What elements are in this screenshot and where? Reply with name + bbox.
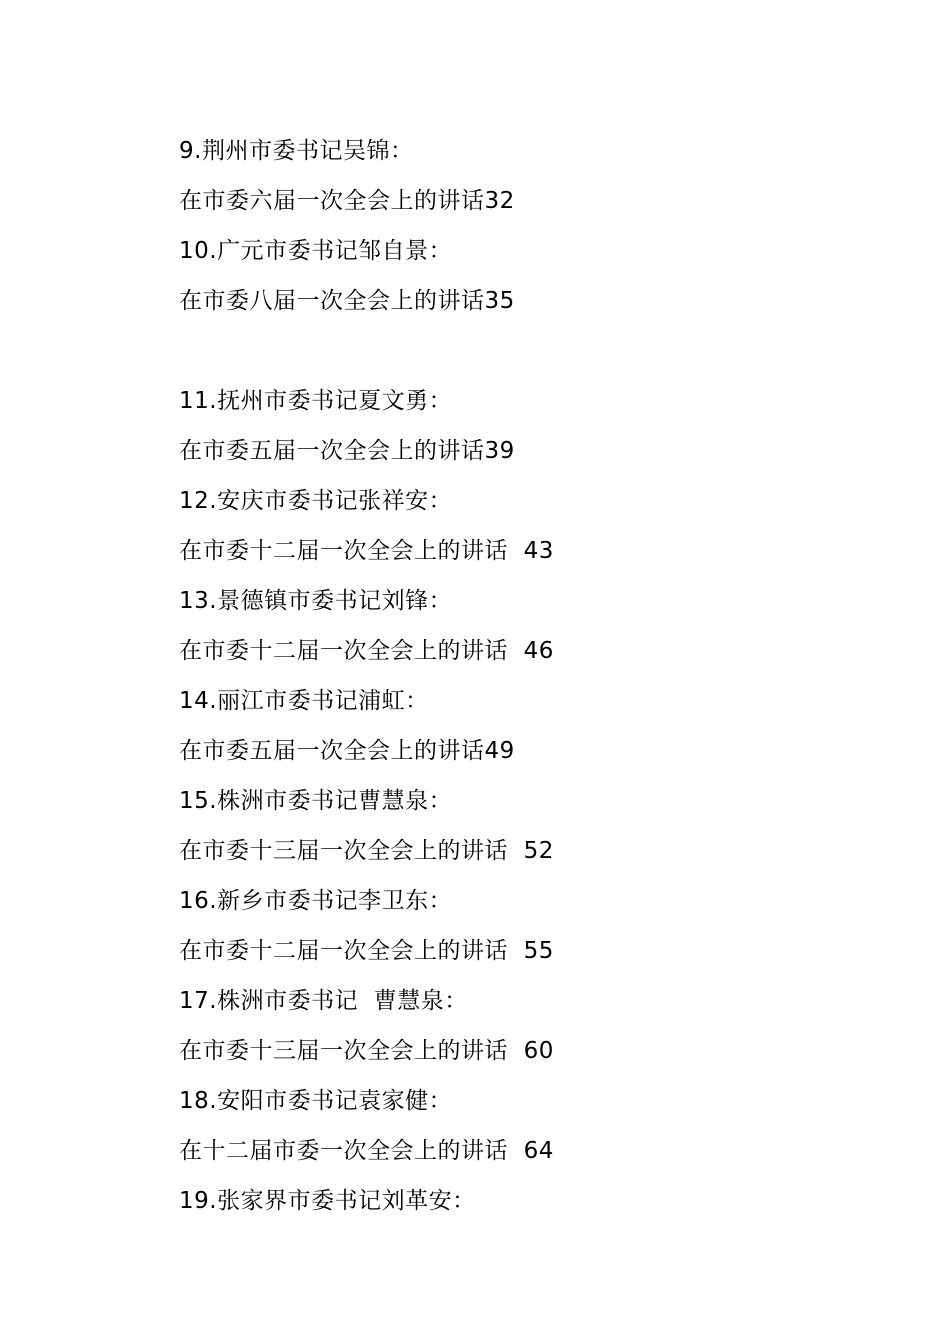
- toc-heading-17: 17.株洲市委书记 曹慧泉：: [179, 988, 468, 1014]
- toc-heading-19: 19.张家界市委书记刘革安：: [179, 1188, 476, 1214]
- toc-heading-15: 15.株洲市委书记曹慧泉：: [179, 788, 453, 814]
- toc-entry-16: 在市委十二届一次全会上的讲话 55: [179, 938, 554, 964]
- toc-heading-11: 11.抚州市委书记夏文勇：: [179, 388, 453, 414]
- paragraph-gap: [179, 326, 879, 376]
- toc-entry-13: 在市委十二届一次全会上的讲话 46: [179, 638, 554, 664]
- toc-entry-18: 在十二届市委一次全会上的讲话 64: [179, 1138, 554, 1164]
- toc-entry-11: 在市委五届一次全会上的讲话39: [179, 438, 515, 464]
- toc-heading-18: 18.安阳市委书记袁家健：: [179, 1088, 453, 1114]
- toc-entry-9: 在市委六届一次全会上的讲话32: [179, 188, 515, 214]
- toc-heading-13: 13.景德镇市委书记刘锋：: [179, 588, 453, 614]
- toc-entry-15: 在市委十三届一次全会上的讲话 52: [179, 838, 554, 864]
- toc-heading-9: 9.荆州市委书记吴锦：: [179, 138, 414, 164]
- toc-entry-10: 在市委八届一次全会上的讲话35: [179, 288, 515, 314]
- toc-entry-17: 在市委十三届一次全会上的讲话 60: [179, 1038, 554, 1064]
- toc-entry-12: 在市委十二届一次全会上的讲话 43: [179, 538, 554, 564]
- toc-heading-14: 14.丽江市委书记浦虹：: [179, 688, 429, 714]
- toc-heading-16: 16.新乡市委书记李卫东：: [179, 888, 453, 914]
- table-of-contents: [179, 126, 879, 1226]
- toc-heading-10: 10.广元市委书记邹自景：: [179, 238, 453, 264]
- toc-heading-12: 12.安庆市委书记张祥安：: [179, 488, 453, 514]
- toc-entry-14: 在市委五届一次全会上的讲话49: [179, 738, 515, 764]
